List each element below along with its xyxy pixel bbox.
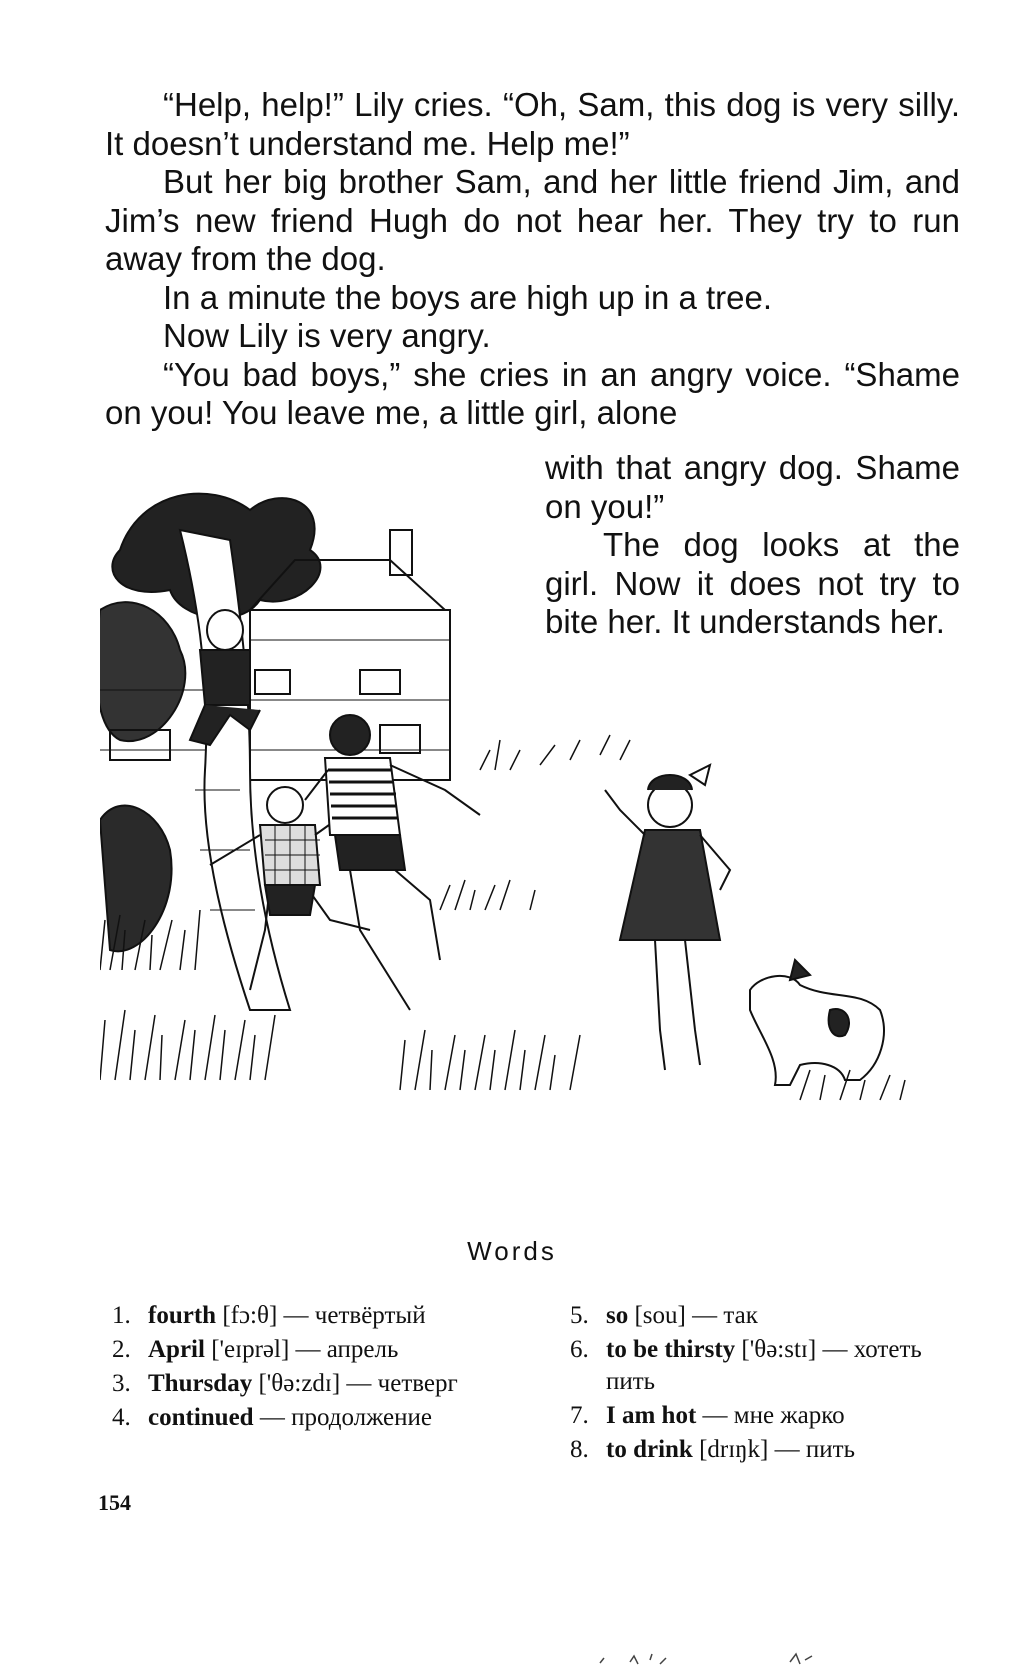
entry-term: I am hot	[606, 1402, 697, 1429]
paragraph-1: “Help, help!” Lily cries. “Oh, Sam, this dog is very silly. It doesn’t understand me. Help me!”	[105, 86, 960, 162]
entry-term: April	[148, 1336, 205, 1363]
vocab-entry	[112, 1300, 512, 1332]
entry-term: Thursday	[148, 1370, 253, 1397]
entry-definition: — мне жарко	[696, 1402, 845, 1429]
girl	[605, 765, 730, 1070]
entry-term: fourth	[148, 1302, 217, 1329]
vocabulary-left-column	[112, 1300, 512, 1436]
page-number: 154	[98, 1490, 131, 1515]
entry-number: 4.	[112, 1404, 131, 1431]
vocab-entry	[112, 1334, 512, 1366]
words-heading: Words	[467, 1236, 557, 1266]
paragraph-2: But her big brother Sam, and her little friend Jim, and Jim’s new friend Hugh do not hear her. They try to run away from the dog.	[105, 163, 960, 277]
entry-number: 8.	[570, 1436, 589, 1463]
entry-term: so	[606, 1302, 629, 1329]
entry-term: continued	[148, 1404, 254, 1431]
paragraph-5: “You bad boys,” she cries in an angry voice. “Shame on you! You leave me, a little girl, alone	[105, 355, 960, 431]
entry-definition: [drɪŋk] — пить	[692, 1436, 855, 1463]
paragraph-3: In a minute the boys are high up in a tree.	[163, 278, 773, 316]
entry-definition: [sou] — так	[628, 1302, 758, 1329]
vocab-entry	[112, 1368, 512, 1400]
vocab-entry	[570, 1334, 970, 1398]
entry-number: 1.	[112, 1302, 131, 1329]
entry-term: to be thirsty	[606, 1336, 736, 1363]
dog	[750, 960, 884, 1085]
entry-definition: [fɔ:θ] — четвёртый	[216, 1302, 426, 1329]
paragraph-4: Now Lily is very angry.	[163, 317, 491, 354]
entry-definition: ['θə:zdɪ] — четверг	[252, 1370, 458, 1397]
vocab-entry	[570, 1400, 970, 1432]
illustration	[100, 490, 960, 1170]
vocab-entry	[570, 1300, 970, 1332]
entry-number: 5.	[570, 1302, 589, 1329]
paragraph-5-continued: with that angry dog. Shame on you!”	[545, 449, 960, 525]
entry-definition: ['eɪprəl] — апрель	[204, 1336, 399, 1363]
entry-number: 7.	[570, 1402, 589, 1429]
paragraph-6: The dog looks at the girl. Now it does not try to bite her. It understands her.	[545, 526, 960, 640]
entry-definition: ['θə:stɪ] — хотеть пить	[606, 1336, 922, 1395]
scan-specks	[590, 1638, 890, 1668]
vocab-entry	[112, 1402, 512, 1434]
entry-definition: — продолжение	[253, 1404, 433, 1431]
vocabulary-right-column	[570, 1300, 970, 1468]
entry-number: 3.	[112, 1370, 131, 1397]
entry-number: 2.	[112, 1336, 131, 1363]
running-boy-striped	[305, 715, 480, 1010]
entry-term: to drink	[606, 1436, 693, 1463]
story-text	[105, 86, 960, 433]
entry-number: 6.	[570, 1336, 589, 1363]
vocab-entry	[570, 1434, 970, 1466]
